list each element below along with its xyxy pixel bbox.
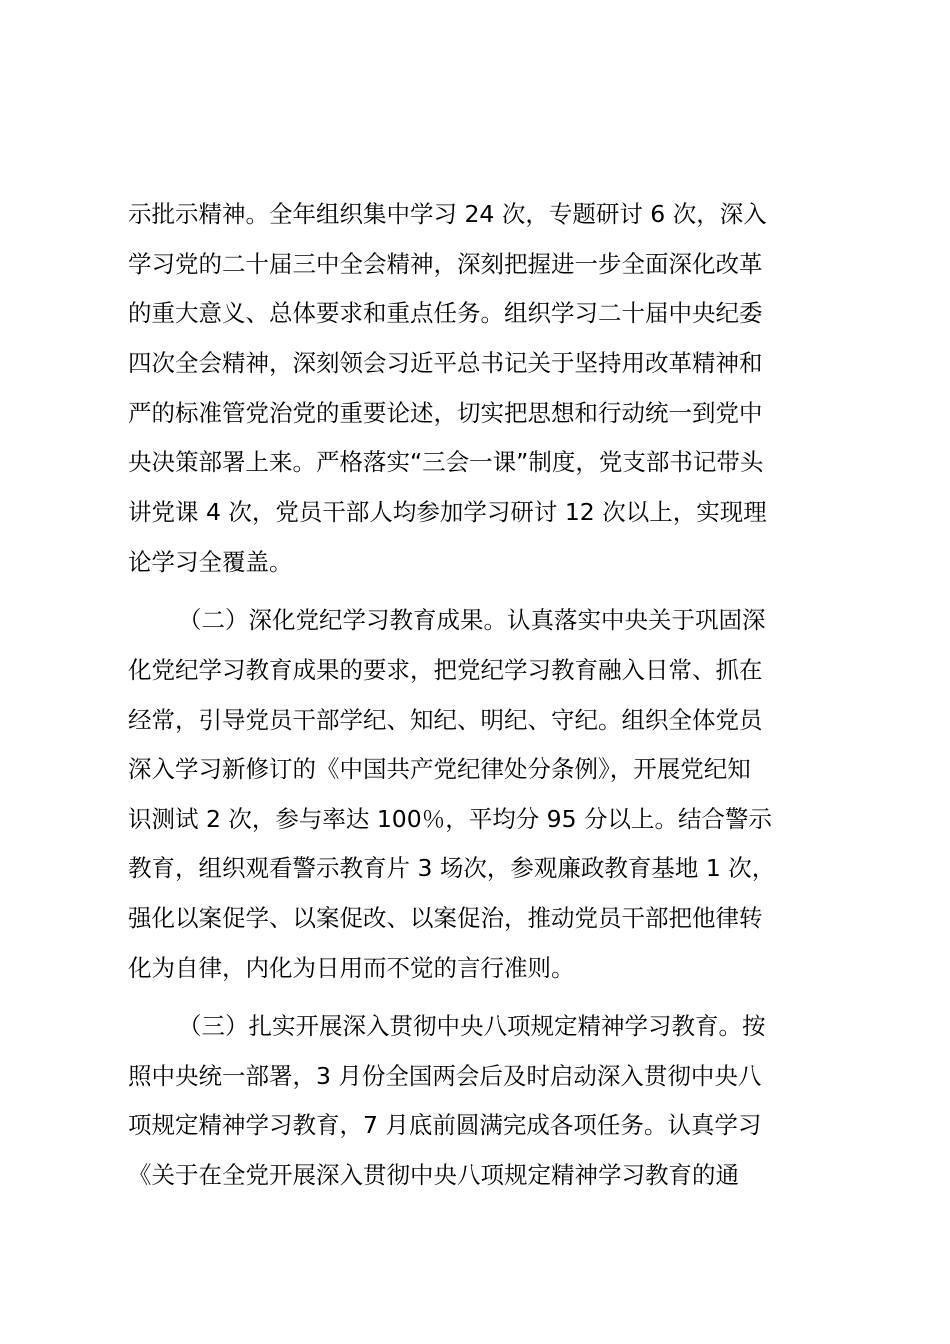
text-line: 识测试 2 次，参与率达 100％，平均分 95 分以上。结合警示 [128,805,773,833]
text-line: 示批示精神。全年组织集中学习 24 次，专题研讨 6 次，深入 [128,200,767,228]
text-line: 项规定精神学习教育，7 月底前圆满完成各项任务。认真学习 [128,1111,762,1139]
text-line: 学习党的二十届三中全会精神，深刻把握进一步全面深化改革 [128,250,763,278]
section-heading-line: （二）深化党纪学习教育成果。认真落实中央关于巩固深 [178,606,766,634]
text-line: 央决策部署上来。严格落实“三会一课”制度，党支部书记带头 [128,448,764,476]
text-line: 教育，组织观看警示教育片 3 场次，参观廉政教育基地 1 次， [128,854,776,882]
text-line: 《关于在全党开展深入贯彻中央八项规定精神学习教育的通 [128,1161,739,1189]
section-heading-line: （三）扎实开展深入贯彻中央八项规定精神学习教育。按 [178,1012,766,1040]
text-line: 的重大意义、总体要求和重点任务。组织学习二十届中央纪委 [128,299,763,327]
text-line: 强化以案促学、以案促改、以案促治，推动党员干部把他律转 [128,904,763,932]
text-line: 深入学习新修订的《中国共产党纪律处分条例》，开展党纪知 [128,755,751,783]
text-line: 化党纪学习教育成果的要求，把党纪学习教育融入日常、抓在 [128,656,763,684]
text-line: 论学习全覆盖。 [128,548,293,576]
text-line: 照中央统一部署，3 月份全国两会后及时启动深入贯彻中央八 [128,1062,762,1090]
text-line: 化为自律，内化为日用而不觉的言行准则。 [128,954,575,982]
text-line: 严的标准管党治党的重要论述，切实把思想和行动统一到党中 [128,399,763,427]
text-line: 讲党课 4 次，党员干部人均参加学习研讨 12 次以上，实现理 [128,498,767,526]
text-line: 四次全会精神，深刻领会习近平总书记关于坚持用改革精神和 [128,349,763,377]
text-line: 经常，引导党员干部学纪、知纪、明纪、守纪。组织全体党员 [128,706,763,734]
